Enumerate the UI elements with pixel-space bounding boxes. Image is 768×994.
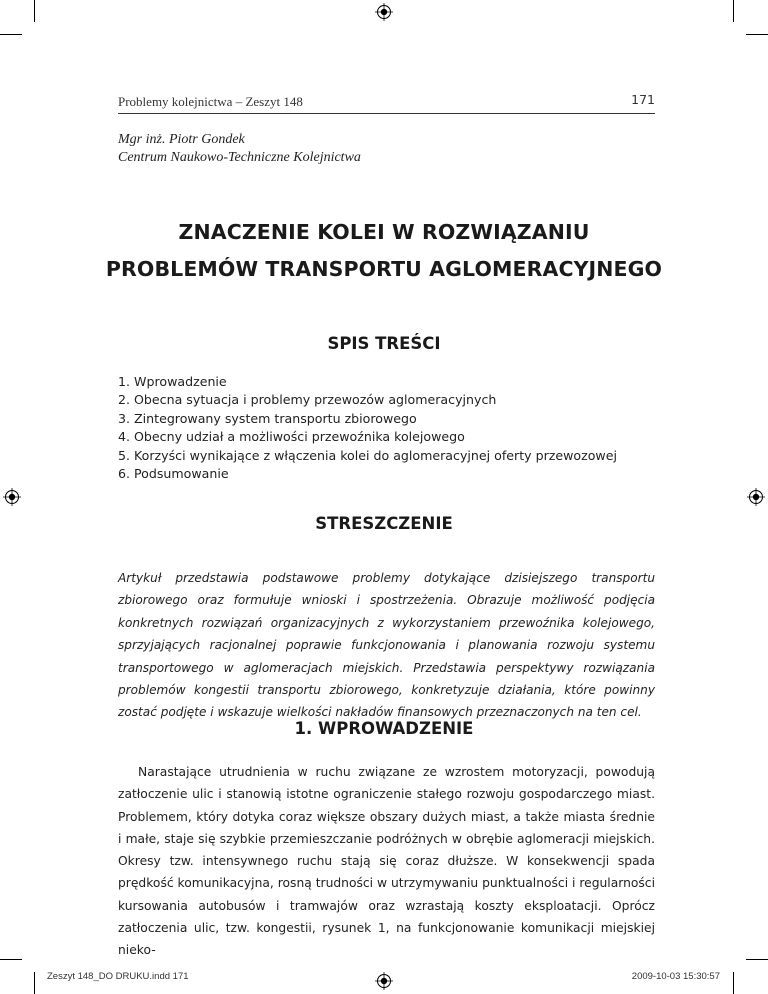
print-slug-filename: Zeszyt 148_DO DRUKU.indd 171 [47, 971, 189, 982]
header-rule [118, 113, 655, 114]
crop-mark [0, 959, 22, 960]
print-slug-timestamp: 2009-10-03 15:30:57 [631, 971, 720, 982]
page-number: 171 [631, 92, 655, 107]
toc-item: 3. Zintegrowany system transportu zbiorowego [118, 410, 417, 426]
registration-mark-icon [375, 3, 393, 21]
crop-mark [733, 0, 734, 22]
toc-heading: SPIS TREŚCI [327, 334, 441, 353]
toc-item: 5. Korzyści wynikające z włączenia kolei do aglomeracyjnej oferty przewozowej [118, 447, 617, 463]
page-header [118, 92, 655, 112]
author-name: Mgr inż. Piotr Gondek [118, 132, 245, 147]
crop-mark [0, 34, 22, 35]
running-title: Problemy kolejnictwa – Zeszyt 148 [118, 94, 303, 109]
toc-item: 6. Podsumowanie [118, 466, 229, 482]
abstract-text: Artykuł przedstawia podstawowe problemy dotykające dzisiejszego transportu zbiorowego oraz formułuje wnioski i spostrzeżenia. Obrazuje możliwość podjęcia konkretnych rozwiązań organizacyjnych z wykorzystaniem przewoźnika kolejowego, sprzyjających racjonalnej poprawie funkcjonowania i planowania rozwoju systemu transportowego w aglomeracjach miejskich. Przedstawia perspektywy rozwiązania problemów kongestii transportu zbiorowego, konkretyzuje działania, które powinny zostać podjęte i wskazuje wielkości nakładów finansowych przeznaczonych na ten cel. [118, 571, 655, 720]
registration-mark-icon [747, 488, 765, 506]
table-of-contents [118, 373, 617, 483]
crop-mark [733, 972, 734, 994]
crop-mark [34, 972, 35, 994]
crop-mark [746, 34, 768, 35]
toc-item: 2. Obecna sytuacja i problemy przewozów aglomeracyjnych [118, 392, 497, 408]
article-title-line-1: ZNACZENIE KOLEI W ROZWIĄZANIU [178, 220, 590, 244]
abstract-heading: STRESZCZENIE [315, 514, 453, 533]
crop-mark [34, 0, 35, 22]
author-affiliation: Centrum Naukowo-Techniczne Kolejnictwa [118, 150, 361, 165]
article-title-line-2: PROBLEMÓW TRANSPORTU AGLOMERACYJNEGO [105, 257, 663, 281]
registration-mark-icon [3, 488, 21, 506]
author-block [118, 131, 361, 167]
registration-mark-icon [375, 972, 393, 990]
toc-item: 1. Wprowadzenie [118, 374, 227, 389]
toc-item: 4. Obecny udział a możliwości przewoźnika kolejowego [118, 429, 465, 445]
crop-mark [746, 959, 768, 960]
section-heading: 1. WPROWADZENIE [294, 719, 474, 738]
body-paragraph: Narastające utrudnienia w ruchu związane ze wzrostem motoryzacji, powodują zatłoczenie ulic i stanowią istotne ograniczenie stałego rozwoju gospodarczego miast. Problemem, który dotyka coraz większe obszary dużych miast, a także miasta średnie i małe, staje się szybkie przemieszczanie podróżnych w obrębie aglomeracji miejskich. Okresy tzw. intensywnego ruchu stają się coraz dłuższe. W konsekwencji spada prędkość komunikacyjna, rosną trudności w utrzymywaniu punktualności i regularności kursowania autobusów i tramwajów oraz wzrastają koszty eksploatacji. Oprócz zatłoczenia ulic, tzw. kongestii, rysunek 1, na funkcjonowanie komunikacji miejskiej nieko- [118, 765, 655, 958]
